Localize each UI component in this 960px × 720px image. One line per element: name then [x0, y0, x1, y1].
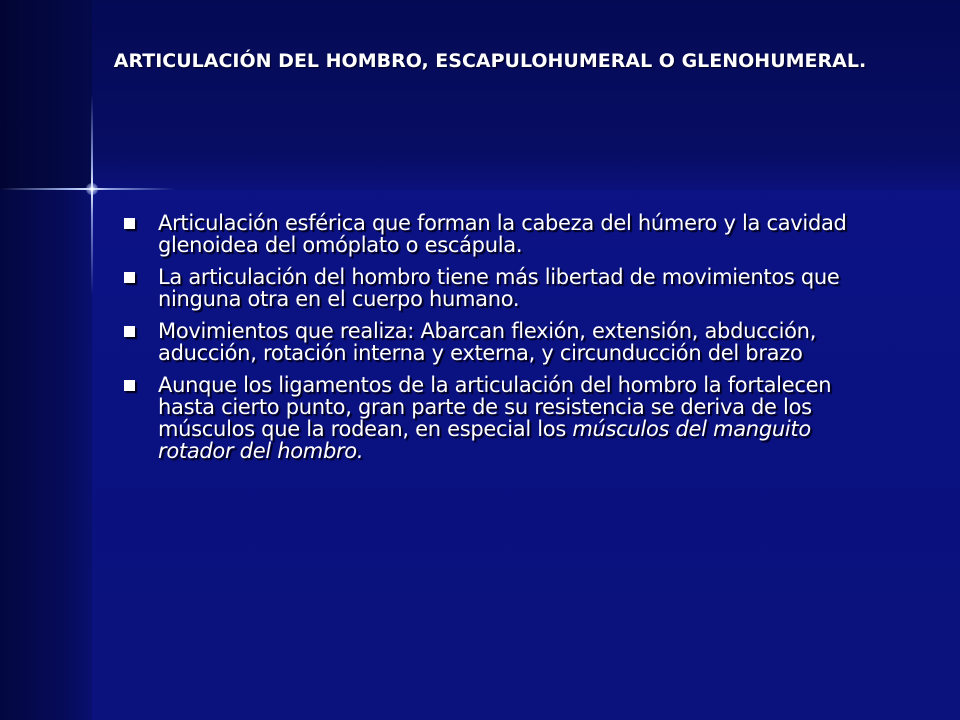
square-bullet-icon: [124, 272, 135, 283]
bullet-text-3: Movimientos que realiza: Abarcan flexión, extensión, abducción, aducción, rotación interna y externa, y circunducción del brazo: [158, 319, 817, 365]
left-band-top: [0, 0, 92, 190]
bullet-item-2: [120, 266, 880, 310]
star-vertical-ray: [91, 95, 93, 295]
bullet-list: [120, 212, 880, 472]
square-bullet-icon: [124, 380, 135, 391]
bullet-text-2: La articulación del hombro tiene más libertad de movimientos que ninguna otra en el cuerpo humano.: [158, 265, 840, 311]
bullet-item-3: [120, 320, 880, 364]
slide-title: ARTICULACIÓN DEL HOMBRO, ESCAPULOHUMERAL O GLENOHUMERAL.: [113, 50, 867, 72]
star-core: [86, 183, 98, 195]
square-bullet-icon: [124, 326, 135, 337]
bullet-text-4: Aunque los ligamentos de la articulación del hombro la fortalecen hasta cierto punto, gran parte de su resistencia se deriva de los músculos que la rodean, en especial los: [158, 373, 832, 441]
bullet-text-4-italic: músculos del manguito rotador del hombro.: [158, 417, 811, 463]
square-bullet-icon: [124, 218, 135, 229]
bullet-item-4: [120, 374, 880, 462]
bullet-text-1: Articulación esférica que forman la cabeza del húmero y la cavidad glenoidea del omóplato o escápula.: [158, 211, 847, 257]
bullet-item-1: [120, 212, 880, 256]
title-band: [0, 0, 960, 190]
